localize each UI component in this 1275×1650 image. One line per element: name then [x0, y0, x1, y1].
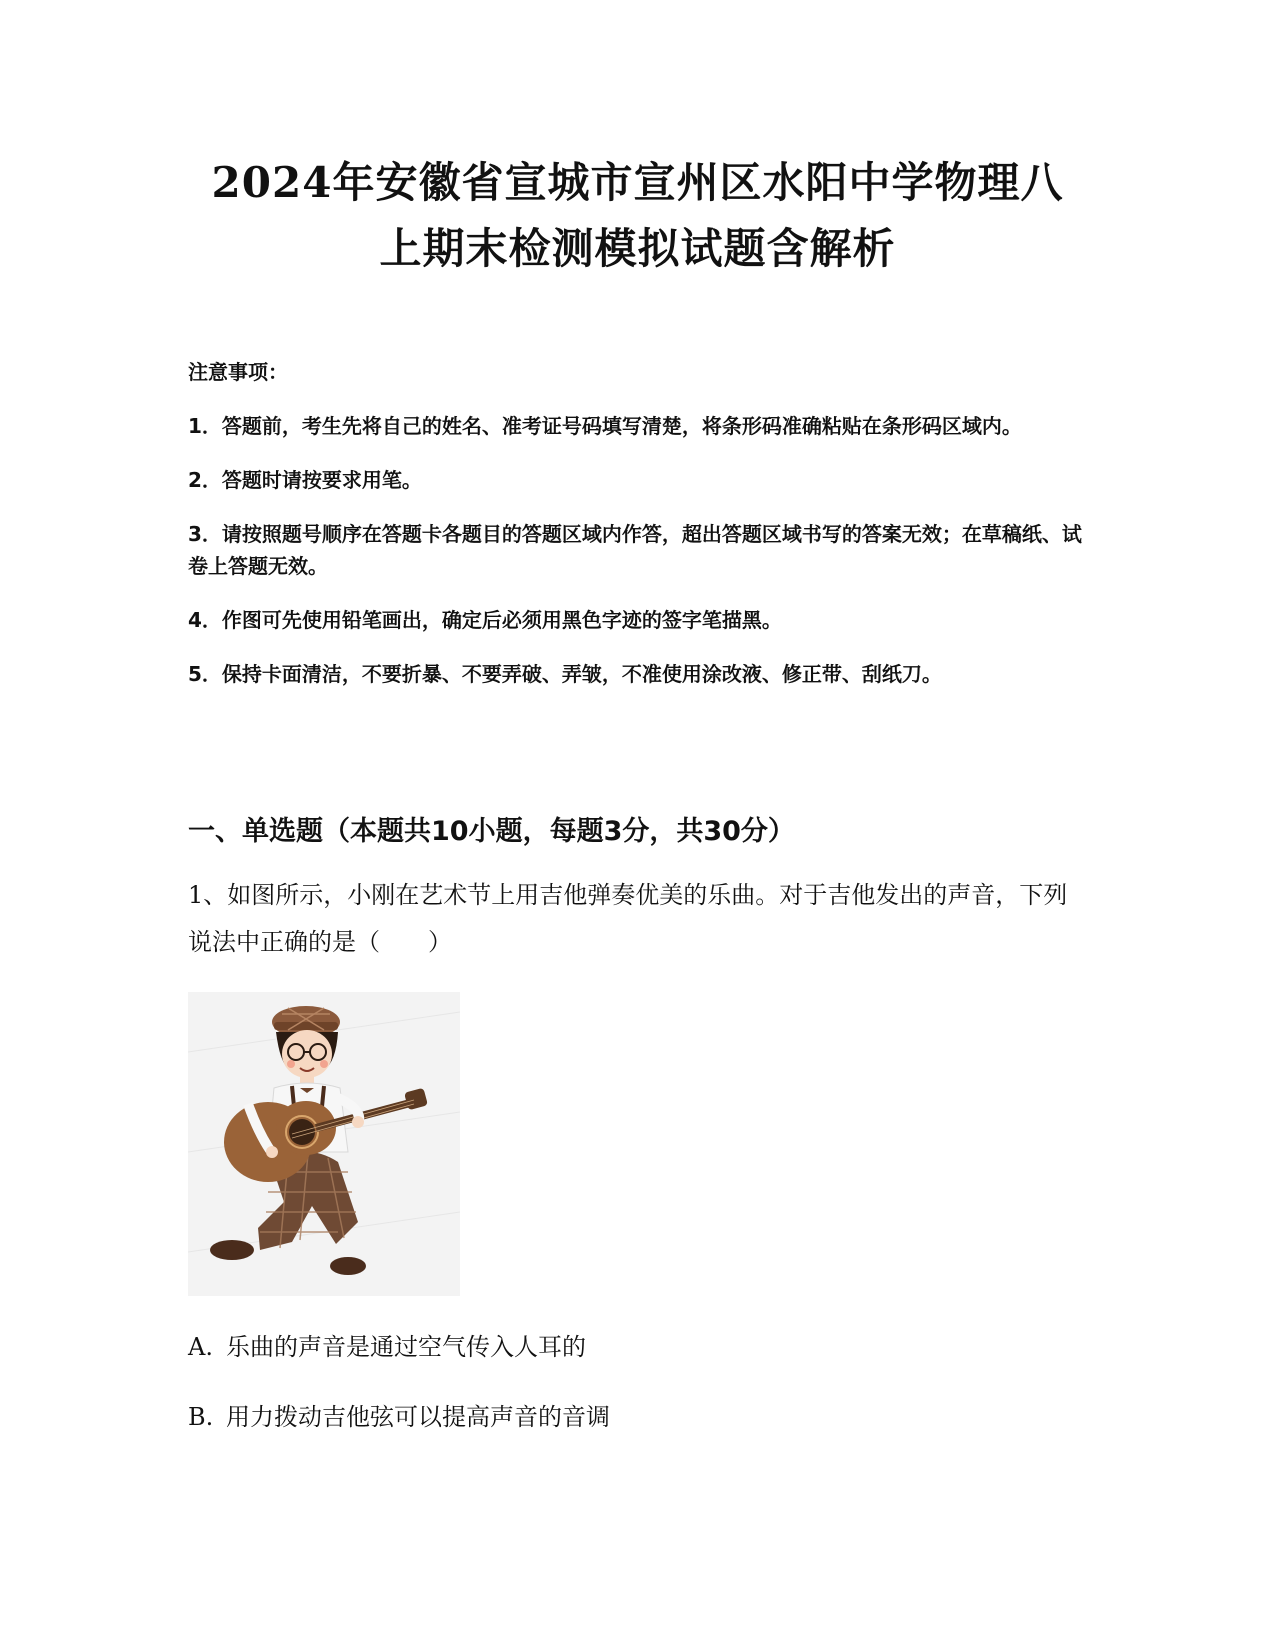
note-item-5: 5．保持卡面清洁，不要折暴、不要弄破、弄皱，不准使用涂改液、修正带、刮纸刀。 — [188, 662, 942, 686]
note-item-3: 3．请按照题号顺序在答题卡各题目的答题区域内作答，超出答题区域书写的答案无效；在草稿纸、试卷上答题无效。 — [188, 522, 1082, 578]
option-a-text: 乐曲的声音是通过空气传入人耳的 — [226, 1333, 586, 1361]
guitar-player-figure — [188, 992, 460, 1296]
option-b-text: 用力拨动吉他弦可以提高声音的音调 — [226, 1403, 610, 1431]
note-item-1: 1．答题前，考生先将自己的姓名、准考证号码填写清楚，将条形码准确粘贴在条形码区域内。 — [188, 414, 1022, 438]
option-b — [188, 1400, 610, 1434]
question-1-stem: 1、如图所示，小刚在艺术节上用吉他弹奏优美的乐曲。对于吉他发出的声音，下列说法中正确的是（ ） — [188, 881, 1068, 956]
notes-section — [188, 356, 1088, 712]
section-heading-single-choice: 一、单选题（本题共10小题，每题3分，共30分） — [188, 816, 795, 847]
boy-guitar-illustration — [188, 992, 460, 1296]
notes-heading: 注意事项： — [188, 360, 288, 384]
title-line-2: 上期末检测模拟试题含解析 — [379, 224, 896, 273]
option-a-letter: A. — [188, 1333, 213, 1361]
document-title — [150, 150, 1125, 282]
note-item-4: 4．作图可先使用铅笔画出，确定后必须用黑色字迹的签字笔描黑。 — [188, 608, 782, 632]
option-a — [188, 1330, 586, 1364]
option-b-letter: B. — [188, 1403, 214, 1431]
title-line-1: 2024年安徽省宣城市宣州区水阳中学物理八 — [211, 158, 1064, 207]
note-item-2: 2．答题时请按要求用笔。 — [188, 468, 422, 492]
